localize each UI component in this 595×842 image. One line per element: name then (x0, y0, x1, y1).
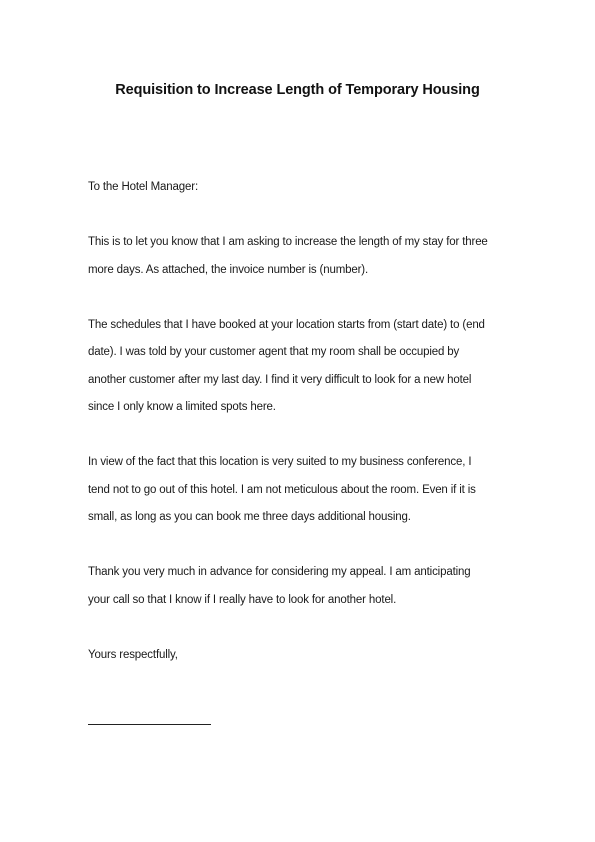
paragraph-1 (88, 229, 528, 284)
paragraph-gap (88, 284, 528, 312)
paragraph-line: The schedules that I have booked at your location starts from (start date) to (end (88, 318, 485, 331)
paragraph-gap (88, 532, 528, 560)
paragraph-3 (88, 449, 528, 532)
closing: Yours respectfully, (88, 648, 178, 661)
paragraph-line: small, as long as you can book me three days additional housing. (88, 511, 411, 523)
paragraph-line: tend not to go out of this hotel. I am not meticulous about the room. Even if it is (88, 483, 476, 496)
signature-line (88, 724, 211, 725)
paragraph-line: date). I was told by your customer agent that my room shall be occupied by (88, 346, 460, 358)
letter-body (88, 174, 528, 669)
paragraph-line: your call so that I know if I really have to look for another hotel. (88, 593, 397, 606)
document-title: Requisition to Increase Length of Temporary Housing (115, 82, 480, 98)
paragraph-gap (88, 422, 528, 450)
paragraph-4 (88, 559, 528, 614)
paragraph-line: since I only know a limited spots here. (88, 401, 276, 413)
paragraph-gap (88, 614, 528, 642)
paragraph-2 (88, 312, 528, 422)
salutation: To the Hotel Manager: (88, 181, 198, 193)
paragraph-line: This is to let you know that I am asking to increase the length of my stay for three (88, 236, 488, 248)
paragraph-line: more days. As attached, the invoice number is (number). (88, 263, 369, 276)
paragraph-line: In view of the fact that this location is very suited to my business conference, I (88, 456, 472, 468)
paragraph-line: another customer after my last day. I find it very difficult to look for a new hotel (88, 373, 472, 386)
paragraph-line: Thank you very much in advance for considering my appeal. I am anticipating (88, 566, 471, 578)
paragraph-gap (88, 202, 528, 230)
